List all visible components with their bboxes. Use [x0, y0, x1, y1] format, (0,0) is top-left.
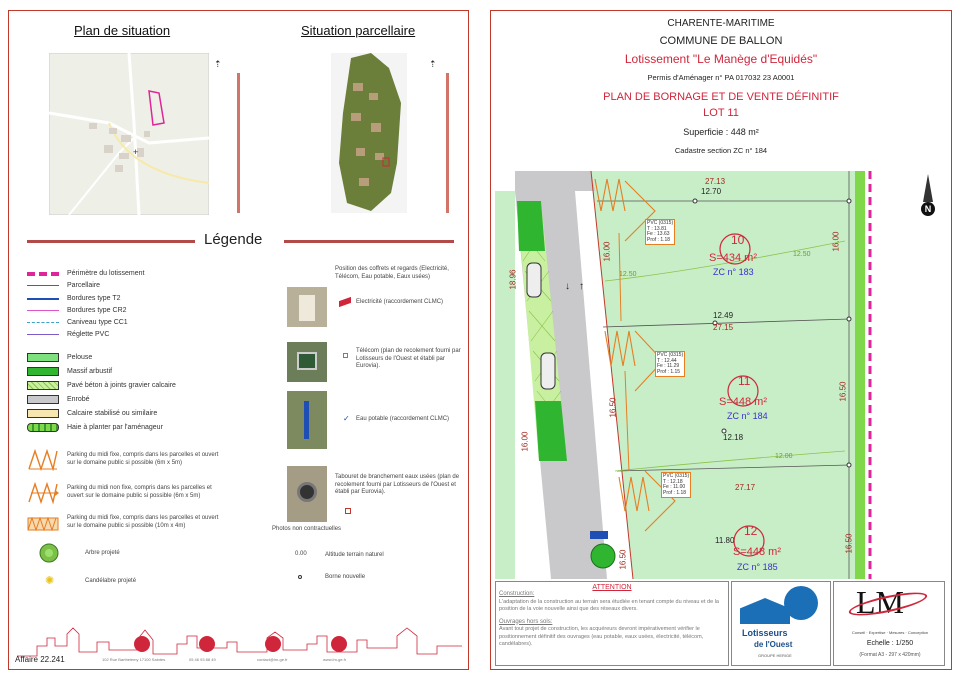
legend-bordure-cr2: Bordures type CR2 — [27, 307, 127, 314]
plan-title: PLAN DE BORNAGE ET DE VENTE DÉFINITIF — [603, 91, 839, 103]
ouvrages-label: Ouvrages hors sols: — [499, 618, 553, 625]
svg-text:↑: ↑ — [579, 281, 584, 292]
dim-16-00-left: 16.00 — [602, 241, 612, 262]
dim-16-00-right: 16.00 — [831, 231, 841, 252]
legend-parking-1: Parking du midi fixe, compris dans les parcelles et ouvert sur le domaine public si possible (6m x 5m) — [67, 452, 219, 466]
format: (Format A3 - 297 x 420mm) — [859, 652, 921, 658]
telecom-icon — [343, 353, 348, 358]
north-arrow-icon — [921, 174, 935, 222]
legend-panel — [8, 10, 469, 670]
legend-candelabre: Candélabre projeté — [85, 578, 137, 584]
photo-eau — [287, 391, 327, 449]
plan-situation-title: Plan de situation — [74, 23, 171, 38]
commune: COMMUNE DE BALLON — [659, 35, 783, 47]
legend-perimetre: Périmètre du lotissement — [27, 270, 144, 277]
divider — [237, 73, 240, 213]
legend-reglette: Réglette PVC — [27, 331, 109, 338]
coffret-eaux-usees: Tabouret de branchement eaux usées (plan de recolement fourni par Lotisseurs de l'Ouest et établi par Eurovia). — [335, 474, 460, 495]
coffret-eau: Eau potable (raccordement CLMC) — [356, 416, 450, 422]
lm-logo: LM — [856, 584, 904, 620]
legend-parking-3: Parking du midi fixe, compris dans les parcelles et ouvert sur le domaine public si possible (10m x 4m) — [67, 515, 219, 529]
borne-icon — [298, 575, 302, 579]
dim-16-50-right: 16.50 — [838, 381, 848, 402]
footer-address: 102 Rue Barthelemy 17100 Saintes — [102, 657, 166, 662]
lot-12-zc: ZC n° 185 — [737, 562, 778, 572]
pvc-box-3: PVC (0315) T : 12.18 Fe : 11.00 Prof : 1.18 — [661, 472, 691, 498]
web-icon — [331, 636, 347, 652]
superficie: Superficie : 448 m² — [683, 127, 759, 137]
dim-27-17: 27.17 — [735, 483, 756, 492]
legend-parcellaire: Parcellaire — [27, 282, 100, 289]
lot-number: LOT 11 — [703, 107, 739, 119]
legend-pelouse: Pelouse — [27, 353, 92, 362]
borne-label: Borne nouvelle — [325, 574, 366, 580]
divider — [446, 73, 449, 213]
north-arrow-icon: ⇡ — [214, 59, 222, 69]
construction-label: Construction: — [499, 591, 535, 597]
eau-icon: ✓ — [343, 414, 350, 423]
dim-27-15: 27.15 — [713, 323, 734, 332]
dim-16-00-bottom: 16.00 — [520, 431, 530, 452]
photo-electricite — [287, 287, 327, 327]
dim-16-50-low: 16.50 — [844, 533, 854, 554]
parcellaire-map — [331, 53, 407, 213]
legend-parking-2: Parking du midi non fixe, compris dans les parcelles et ouvert sur le domaine public si possible (6m x 5m) — [67, 485, 212, 499]
lot-10-surface: S=434 m² — [709, 252, 757, 264]
photo-telecom — [287, 342, 327, 382]
lot-12-surface: S=448 m² — [733, 546, 781, 558]
legend-massif: Massif arbustif — [27, 367, 112, 376]
legend-arbre: Arbre projeté — [85, 550, 120, 556]
permis: Permis d'Aménager n° PA 017032 23 A0001 — [647, 73, 795, 82]
situation-parcellaire-title: Situation parcellaire — [301, 23, 416, 38]
affaire: Affaire 22.241 — [15, 655, 65, 664]
eaux-usees-icon — [345, 508, 351, 514]
lot-12-number: 12 — [744, 524, 758, 538]
dim-12-50-left: 12.50 — [619, 271, 637, 278]
logo-group-text: GROUPE HERIGE — [758, 653, 792, 658]
construction-text: L'adaptation de la construction au terrain sera étudiée en tenant compte du niveau et de la position de la voie nouvelle ainsi que des réseaux divers. — [499, 598, 719, 612]
coffret-telecom: Télécom (plan de recolement fourni par Lotisseurs de l'Ouest et établi par Eurovia). — [356, 348, 461, 369]
dim-12-00: 12.00 — [775, 453, 793, 460]
lot-11-zc: ZC n° 184 — [727, 411, 768, 421]
pvc-box-2: PVC (0315) T : 12.44 Fe : 11.29 Prof : 1.15 — [655, 351, 685, 377]
ouvrages-text: Avant tout projet de construction, les acquéreurs devront impérativement vérifier le positionnement définitif des ouvrages (eau potable, eaux usées, électricité, télécom, candélabres). — [499, 626, 704, 647]
legend-pave: Pavé béton à joints gravier calcaire — [27, 381, 176, 390]
coffret-electricite: Electricité (raccordement CLMC) — [356, 299, 444, 305]
footer-mail: contact@lm-ge.fr — [257, 657, 288, 662]
dim-16-50-mid: 16.50 — [608, 397, 618, 418]
lm-tagline: Conseil · Expertise · Mesures · Conception — [851, 630, 929, 635]
phone-icon — [199, 636, 215, 652]
legende-title: Légende — [204, 231, 263, 248]
candelabre-icon: ✺ — [45, 575, 55, 587]
north-label: N — [921, 202, 935, 216]
legend-enrobe: Enrobé — [27, 395, 90, 404]
photos-note: Photos non contractuelles — [272, 526, 342, 532]
dept: CHARENTE-MARITIME — [667, 18, 775, 29]
parking-non-fixe-icon — [27, 482, 59, 504]
lm-logo-box — [833, 581, 945, 666]
attention-title: ATTENTION — [592, 584, 632, 591]
dim-16-50-bottom: 16.50 — [618, 549, 628, 570]
photo-eaux-usees — [287, 466, 327, 522]
legend-haie: Haie à planter par l'aménageur — [27, 423, 163, 432]
dim-12-50-right: 12.50 — [793, 251, 811, 258]
footer-phone: 05 46 93 88 49 — [189, 657, 216, 662]
logo-lotisseurs-text: Lotisseurs — [742, 628, 788, 638]
pvc-box-1: PVC (0315) T : 13.81 Fe : 13.63 Prof : 1.18 — [645, 219, 675, 245]
svg-text:+: + — [133, 147, 139, 157]
dim-27-13: 27.13 — [705, 177, 726, 186]
divider — [284, 240, 454, 243]
logo-ouest-text: de l'Ouest — [754, 640, 793, 649]
echelle: Echelle : 1/250 — [866, 640, 914, 647]
location-icon — [134, 636, 150, 652]
legend-calcaire: Calcaire stabilisé ou similaire — [27, 409, 157, 418]
arbre-icon — [39, 543, 59, 563]
lotissement: Lotissement "Le Manège d'Equidés" — [624, 52, 818, 66]
mail-icon — [265, 636, 281, 652]
plan-panel — [490, 10, 952, 670]
cadastre: Cadastre section ZC n° 184 — [674, 146, 768, 155]
svg-text:↓: ↓ — [565, 281, 570, 292]
altitude-value: 0.00 — [295, 551, 307, 557]
altitude-label: Altitude terrain naturel — [325, 552, 384, 558]
legend-bordure-t2: Bordures type T2 — [27, 295, 121, 302]
parking-fixe-icon — [27, 449, 59, 471]
lot-11-surface: S=448 m² — [719, 396, 767, 408]
dim-12-70: 12.70 — [701, 187, 722, 196]
bornage-plan — [495, 171, 947, 579]
dim-12-49: 12.49 — [713, 311, 734, 320]
legend-caniveau: Caniveau type CC1 — [27, 319, 128, 326]
coffrets-title: Position des coffrets et regards (Electricité, Télécom, Eau potable, Eaux usées) — [335, 266, 449, 280]
attention-box — [495, 581, 729, 666]
dim-11-80: 11.80 — [715, 536, 735, 545]
north-arrow-icon: ⇡ — [429, 59, 437, 69]
lot-10-number: 10 — [731, 233, 745, 247]
situation-map — [49, 53, 209, 215]
parking-long-icon — [27, 517, 59, 531]
lotisseurs-logo — [731, 581, 831, 666]
lot-11-number: 11 — [738, 374, 751, 388]
divider — [27, 240, 195, 243]
dim-12-18: 12.18 — [723, 433, 744, 442]
electricite-icon — [339, 297, 351, 307]
lot-10-zc: ZC n° 183 — [713, 267, 754, 277]
skyline-decoration — [17, 616, 462, 666]
dim-18-96: 18.96 — [508, 269, 518, 290]
footer-web: www.lm-ge.fr — [323, 657, 347, 662]
